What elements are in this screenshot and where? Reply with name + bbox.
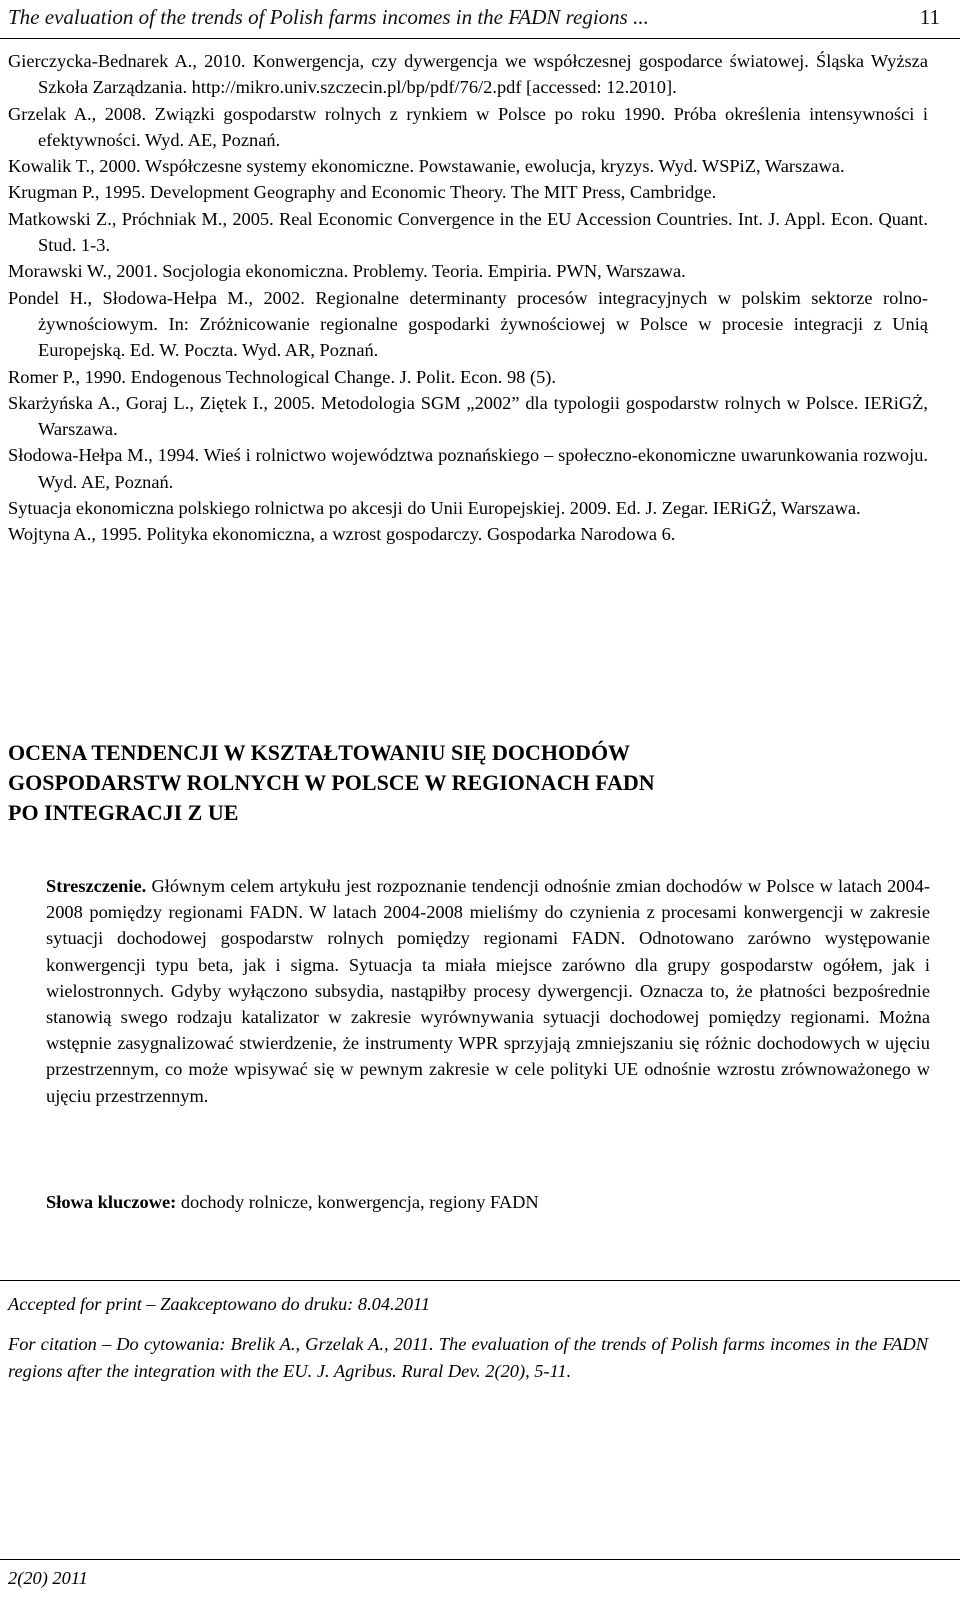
reference-item: Krugman P., 1995. Development Geography and Economic Theory. The MIT Press, Cambridge.: [8, 182, 717, 203]
accepted-rule: [0, 1280, 960, 1281]
reference-item: Gierczycka-Bednarek A., 2010. Konwergencja, czy dywergencja we współczesnej gospodarce światowej. Śląska Wyższa Szkoła Zarządzania. http://mikro.univ.szczecin.pl/bp/pdf/76/2.pdf [accessed: 12.2010].: [8, 51, 928, 98]
title-line: PO INTEGRACJI Z UE: [8, 800, 239, 825]
reference-item: Kowalik T., 2000. Współczesne systemy ekonomiczne. Powstawanie, ewolucja, kryzys. Wyd. WSPiZ, Warszawa.: [8, 156, 845, 177]
title-line: OCENA TENDENCJI W KSZTAŁTOWANIU SIĘ DOCHODÓW: [8, 740, 631, 765]
running-header: [8, 2, 952, 32]
keywords-section: [46, 1189, 930, 1215]
running-title: The evaluation of the trends of Polish farms incomes in the FADN regions ...: [8, 5, 649, 29]
abstract-section: [46, 873, 930, 1109]
journal-issue: 2(20) 2011: [8, 1568, 88, 1588]
reference-list: [8, 48, 928, 548]
abstract-paragraph: [46, 873, 930, 1109]
reference-item: Pondel H., Słodowa-Hełpa M., 2002. Regionalne determinanty procesów integracyjnych w polskim sektorze rolno-żywnościowym. In: Zróżnicowanie regionalne gospodarki żywnościowej w Polsce w procesie integracji z Unią Europejską. Ed. W. Poczta. Wyd. AR, Poznań.: [8, 287, 928, 361]
header-rule: [0, 38, 960, 39]
reference-item: Morawski W., 2001. Socjologia ekonomiczna. Problemy. Teoria. Empiria. PWN, Warszawa.: [8, 261, 686, 282]
footer-rule: [0, 1559, 960, 1560]
abstract-label: Streszczenie.: [46, 876, 147, 896]
keywords-text: dochody rolnicze, konwergencja, regiony FADN: [176, 1192, 539, 1212]
reference-item: Grzelak A., 2008. Związki gospodarstw rolnych z rynkiem w Polsce po roku 1990. Próba określenia intensywności i efektywności. Wyd. AE, Poznań.: [8, 103, 928, 150]
reference-item: Skarżyńska A., Goraj L., Ziętek I., 2005. Metodologia SGM „2002” dla typologii gospodarstw rolnych w Polsce. IERiGŻ, Warszawa.: [8, 392, 928, 440]
keywords-label: Słowa kluczowe:: [46, 1192, 177, 1212]
accepted-note: Accepted for print – Zaakceptowano do druku: 8.04.2011: [8, 1294, 431, 1314]
reference-item: Sytuacja ekonomiczna polskiego rolnictwa po akcesji do Unii Europejskiej. 2009. Ed. J. Zegar. IERiGŻ, Warszawa.: [8, 498, 861, 519]
abstract-text: Głównym celem artykułu jest rozpoznanie tendencji odnośnie zmian dochodów w Polsce w latach 2004-2008 pomiędzy regionami FADN. W latach 2004-2008 mieliśmy do czynienia z procesami konwergencji w zakresie sytuacji dochodowej gospodarstw rolnych pomiędzy regionami FADN. Odnotowano zarówno występowanie konwergencji typu beta, jak i sigma. Sytuacja ta miała miejsce zarówno dla grupy gospodarstw ogółem, jak i wielostronnych. Gdyby wyłączono subsydia, nastąpiłby procesy dywergencji. Oznacza to, że płatności bezpośrednie stanowią swego rodzaju katalizator w zakresie wyrównywania sytuacji dochodowej pomiędzy regionami. Można wstępnie zasygnalizować stwierdzenie, że instrumenty WPR sprzyjają zmniejszaniu się różnic dochodowych w ujęciu przestrzennym, co może wpisywać się w pewnym zakresie w cele polityki UE odnośnie wzrostu zrównoważonego w ujęciu przestrzennym.: [46, 876, 930, 1106]
reference-item: Romer P., 1990. Endogenous Technological Change. J. Polit. Econ. 98 (5).: [8, 366, 556, 387]
page-number: 11: [919, 5, 940, 29]
title-line: GOSPODARSTW ROLNYCH W POLSCE W REGIONACH FADN: [8, 770, 655, 795]
citation-note: For citation – Do cytowania: Brelik A., Grzelak A., 2011. The evaluation of the trends of Polish farms incomes in the FADN regions after the integration with the EU. J. Agribus. Rural Dev. 2(20), 5-11.: [8, 1334, 928, 1381]
reference-item: Słodowa-Hełpa M., 1994. Wieś i rolnictwo województwa poznańskiego – społeczno-ekonomiczne uwarunkowania rozwoju. Wyd. AE, Poznań.: [8, 445, 928, 492]
reference-item: Matkowski Z., Próchniak M., 2005. Real Economic Convergence in the EU Accession Countries. Int. J. Appl. Econ. Quant. Stud. 1-3.: [8, 208, 928, 256]
reference-item: Wojtyna A., 1995. Polityka ekonomiczna, a wzrost gospodarczy. Gospodarka Narodowa 6.: [8, 524, 676, 545]
polish-article-title: [8, 738, 928, 828]
